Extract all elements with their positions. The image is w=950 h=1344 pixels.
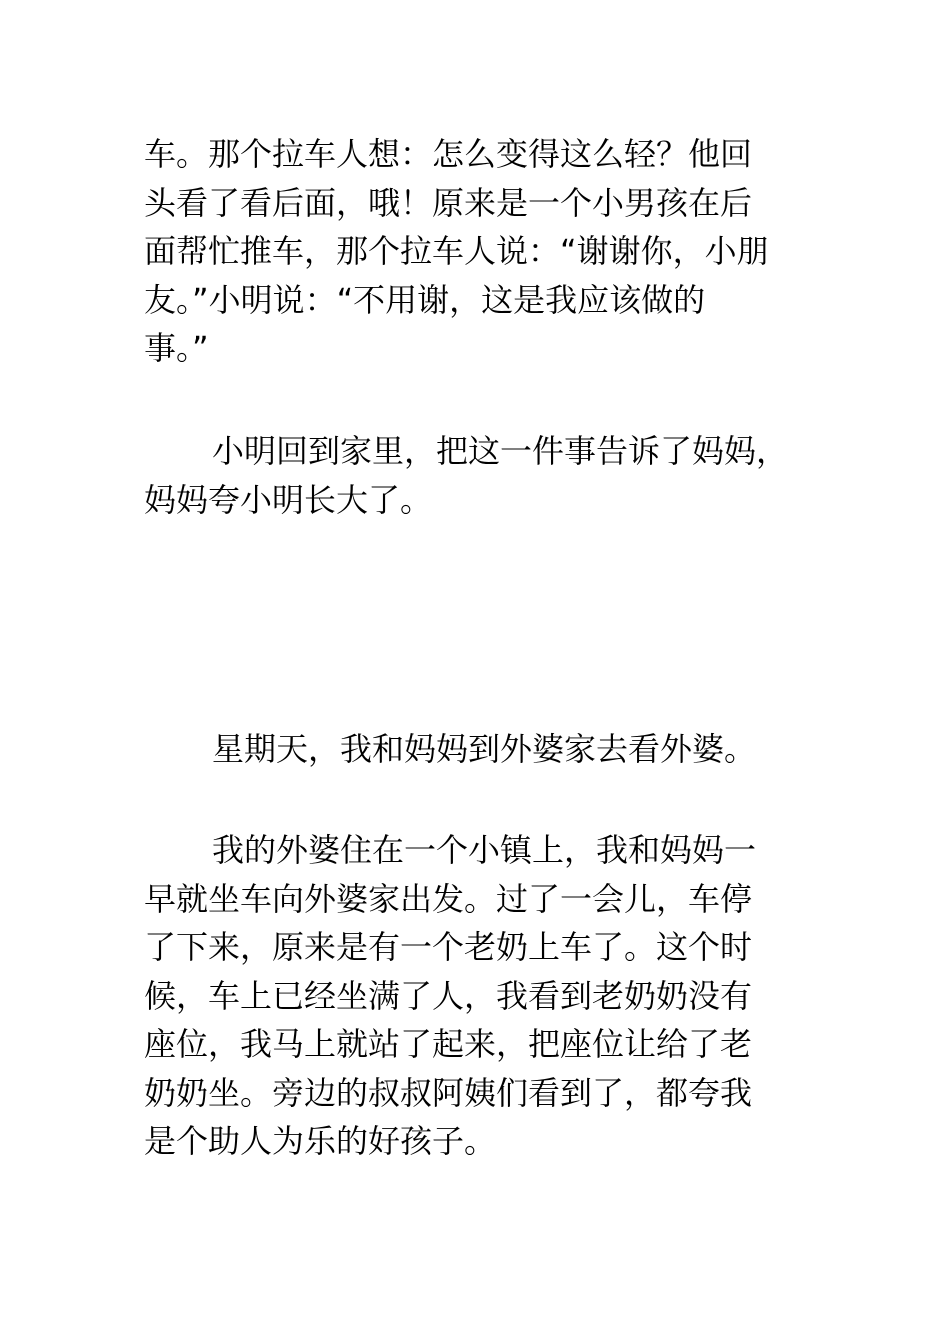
paragraph-1: [144, 130, 824, 373]
text-line: 头看了看后面，哦！原来是一个小男孩在后: [144, 183, 753, 222]
text-line: 面帮忙推车，那个拉车人说：“谢谢你，小朋: [144, 232, 769, 270]
paragraph-2: [144, 427, 824, 524]
paragraph-3: [144, 725, 824, 774]
text-line: 候，车上已经坐满了人，我看到老奶奶没有: [144, 976, 753, 1015]
text-line: 友。”小明说：“不用谢，这是我应该做的: [144, 280, 706, 319]
text-line: 了下来，原来是有一个老奶上车了。这个时: [144, 928, 753, 966]
text-line: 事。”: [144, 329, 209, 367]
text-line: 早就坐车向外婆家出发。过了一会儿，车停: [144, 879, 753, 918]
text-line: 小明回到家里，把这一件事告诉了妈妈，: [212, 432, 789, 470]
text-line: 奶奶坐。旁边的叔叔阿姨们看到了，都夸我: [144, 1073, 753, 1112]
text-line: 座位，我马上就站了起来，把座位让给了老: [144, 1025, 753, 1063]
text-line: 我的外婆住在一个小镇上，我和妈妈一: [212, 831, 757, 869]
paragraph-4: [144, 826, 824, 1166]
text-line: 星期天，我和妈妈到外婆家去看外婆。: [212, 730, 757, 768]
text-line: 是个助人为乐的好孩子。: [144, 1122, 497, 1160]
text-line: 妈妈夸小明长大了。: [144, 480, 433, 519]
text-line: 车。那个拉车人想：怎么变得这么轻？他回: [144, 135, 753, 173]
